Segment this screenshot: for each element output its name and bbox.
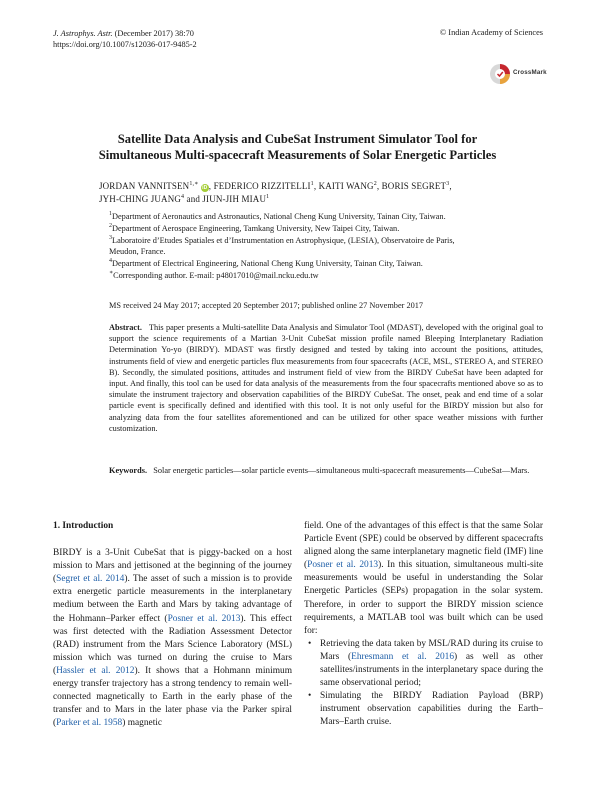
crossmark-badge[interactable] xyxy=(489,63,549,85)
list-item xyxy=(304,638,543,690)
affiliation-number: ∗ xyxy=(109,270,114,277)
citation-link[interactable]: Segret et al. 2014 xyxy=(56,574,125,585)
paragraph-text: ). The asset of such a mission is to provide extra energetic particle measurements in the interplanetary medium between the Earth and Mars by taking advantage of the Hohmann–Parker effect ( xyxy=(53,574,292,624)
manuscript-dates: MS received 24 May 2017; accepted 20 September 2017; published online 27 November 2017 xyxy=(109,301,424,310)
paragraph-text: ). This effect was first detected with the Radiation Assessment Detector (RAD) instrument from the Mars Science Laboratory (MSL) mission which was turned on during the cruise to Mars ( xyxy=(53,613,292,676)
bullet-list xyxy=(304,638,543,730)
crossmark-label: CrossMark xyxy=(513,69,547,76)
author-affil-sup: 1,∗ xyxy=(189,181,199,187)
list-item-text: ) as well as other satellites/instruments in the interplanetary space during the same observational period; xyxy=(320,651,543,689)
affiliation-text: Meudon, France. xyxy=(109,247,166,257)
body-column-left xyxy=(53,520,292,730)
body-column-right xyxy=(304,520,543,730)
affiliation-number: 3 xyxy=(109,234,112,241)
affiliation-text: Laboratoire d’Etudes Spatiales et d’Instrumentation en Astrophysique, (LESIA), Observatoire de Paris, xyxy=(112,235,455,245)
corresponding-author xyxy=(109,270,543,282)
author-name: , KAITI WANG xyxy=(313,181,374,191)
author-affil-sup: 3 xyxy=(446,181,450,187)
affiliation-text: Department of Electrical Engineering, National Cheng Kung University, Tainan City, Taiwan. xyxy=(112,259,423,269)
affiliation xyxy=(109,258,543,270)
affiliation-number: 2 xyxy=(109,223,112,230)
list-item xyxy=(304,690,543,729)
doi-link[interactable]: https://doi.org/10.1007/s12036-017-9485-2 xyxy=(53,40,197,49)
running-header-left xyxy=(53,28,197,50)
keywords-text: Solar energetic particles—solar particle events—simultaneous multi-spacecraft measurements—CubeSat—Mars. xyxy=(153,466,530,475)
paragraph xyxy=(304,520,543,638)
citation-link[interactable]: Parker et al. 1958 xyxy=(56,718,123,729)
journal-citation xyxy=(53,28,197,39)
orcid-icon[interactable]: iD xyxy=(202,185,208,191)
affiliation xyxy=(109,211,543,223)
citation-link[interactable]: Posner et al. 2013 xyxy=(307,560,379,571)
journal-issue: (December 2017) 38:70 xyxy=(112,29,194,38)
bullet-icon: • xyxy=(308,638,312,649)
corresponding-author-email[interactable]: Corresponding author. E-mail: p48017010@mail.ncku.edu.tw xyxy=(113,270,319,280)
affiliation xyxy=(109,223,543,235)
journal-name: J. Astrophys. Astr. xyxy=(53,29,113,38)
keywords xyxy=(109,465,543,476)
affiliation-number: 4 xyxy=(109,258,112,265)
citation-link[interactable]: Hassler et al. 2012 xyxy=(56,665,135,676)
paper-title xyxy=(53,131,542,163)
paragraph xyxy=(53,547,292,730)
section-heading: 1. Introduction xyxy=(53,521,114,531)
crossmark-icon xyxy=(489,63,511,85)
abstract-label: Abstract. xyxy=(109,323,142,332)
title-line-1: Satellite Data Analysis and CubeSat Instrument Simulator Tool for xyxy=(117,132,478,146)
author-name: , FEDERICO RIZZITELLI xyxy=(208,181,311,191)
bullet-icon: • xyxy=(308,691,312,702)
paragraph-text: ). It shows that a Hohmann minimum energy transfer trajectory has a strong tendency to remain well-connected magnetically to Earth in the early phase of the transfer and to Mars in the later phase via the Parker spiral ( xyxy=(53,665,292,729)
affiliation-list xyxy=(109,211,543,282)
paragraph-text: ) magnetic xyxy=(122,718,163,729)
paragraph-text: ). In this situation, simultaneous multi-site measurements would be useful in understanding the Solar Energetic Particles (SEPs) propagation in the solar system. Therefore, in order to support the BIRDY mission science requirements, a MATLAB tool was built which can be used for: xyxy=(304,560,543,636)
author-affil-sup: 1 xyxy=(310,181,314,187)
paragraph-text: field. One of the advantages of this effect is that the same Solar Particle Event (SPE) could be observed by different spacecrafts aligned along the same interplanetary magnetic field (IMF) line ( xyxy=(304,521,543,571)
list-item-text: Simulating the BIRDY Radiation Payload (BRP) instrument observation capabilities during the Earth–Mars–Earth cruise. xyxy=(320,691,543,728)
affiliation-text: Department of Aeronautics and Astronautics, National Cheng Kung University, Tainan City, Taiwan. xyxy=(112,212,446,221)
copyright-notice: © Indian Academy of Sciences xyxy=(439,28,543,37)
keywords-label: Keywords. xyxy=(109,466,148,475)
affiliation-number: 1 xyxy=(109,211,112,218)
abstract-text: This paper presents a Multi-satellite Data Analysis and Simulator Tool (MDAST), developed with the original goal to support the science requirements of a Martian 3-Unit CubeSat mission profile named Bleeping Interplanetary Radiation Determination Yo-yo (BIRDY). MDAST was firstly designed and tested by taking into account the positions, attitudes, instruments field of view and energetic particles flux measurements from four spacecrafts (ACE, MSL, STEREO A, and STEREO B). Secondly, the simulated positions, attitudes and instrument field of view from the BIRDY CubeSat have been adapted for input. And finally, this tool can be used for data analysis of the measurements from the four spacecrafts mentioned above so as to simulate the instrument trajectory and observation capabilities of the BIRDY CubeSat. The onset, peak and end time of a solar particle event is specifically defined and identified with this tool. It is not only useful for the BIRDY mission but also for analyzing data from the four satellites aforementioned and can be utilized for other space weather missions with further customization. xyxy=(109,323,543,433)
author-name: JYH-CHING JUANG xyxy=(99,194,181,204)
author-name: and JIUN-JIH MIAU xyxy=(184,194,267,204)
author-name: , BORIS SEGRET xyxy=(376,181,447,191)
author-name: JORDAN VANNITSEN xyxy=(99,181,190,191)
author-separator: , xyxy=(449,181,452,191)
author-list xyxy=(99,180,543,206)
citation-link[interactable]: Posner et al. 2013 xyxy=(167,613,241,624)
affiliation xyxy=(109,246,543,258)
abstract xyxy=(109,322,543,434)
affiliation-text: Department of Aerospace Engineering, Tamkang University, New Taipei City, Taiwan. xyxy=(112,223,400,233)
title-line-2: Simultaneous Multi-spacecraft Measurements of Solar Energetic Particles xyxy=(98,148,497,162)
list-item-text: Retrieving the data taken by MSL/RAD during its cruise to Mars ( xyxy=(320,638,543,662)
paragraph-text: BIRDY is a 3-Unit CubeSat that is piggy-backed on a host mission to Mars and jettisoned at the beginning of the journey ( xyxy=(53,548,292,585)
citation-link[interactable]: Ehresmann et al. 2016 xyxy=(351,651,455,662)
author-affil-sup: 4 xyxy=(181,194,185,200)
author-affil-sup: 1 xyxy=(266,194,270,200)
affiliation xyxy=(109,235,543,247)
author-affil-sup: 2 xyxy=(373,181,377,187)
